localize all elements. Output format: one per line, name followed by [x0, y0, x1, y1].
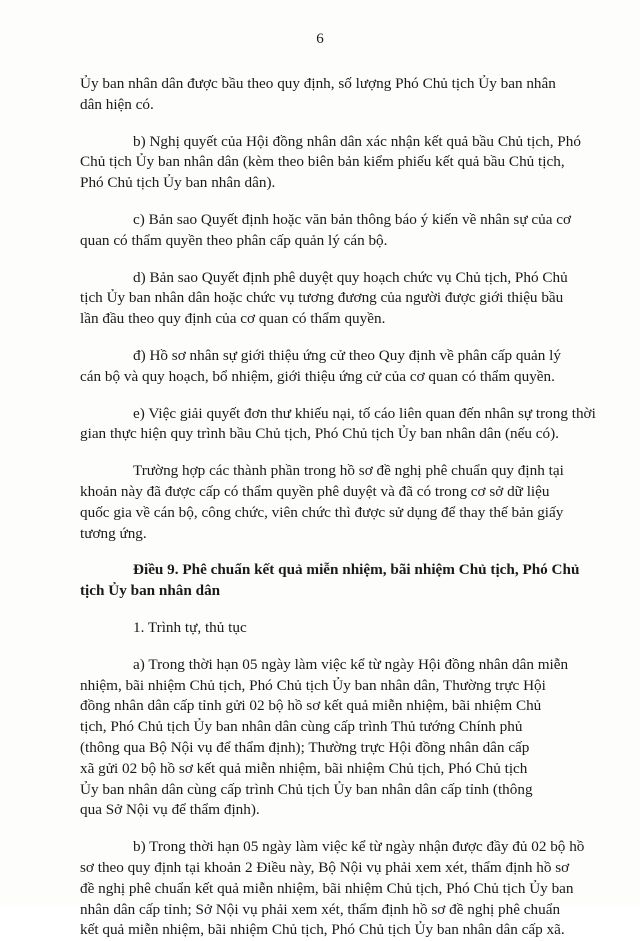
text-line: xã gửi 02 bộ hồ sơ kết quả miễn nhiệm, bãi nhiệm Chủ tịch, Phó Chủ tịch: [80, 759, 528, 777]
text-line: dân hiện có.: [80, 95, 154, 113]
paragraph-item-c: [0, 210, 640, 252]
paragraph-item-b2: [0, 837, 640, 941]
paragraph-item-a: [0, 655, 640, 821]
text-line: b) Trong thời hạn 05 ngày làm việc kể từ ngày nhận được đầy đủ 02 bộ hồ: [133, 838, 585, 856]
text-line: b) Nghị quyết của Hội đồng nhân dân xác nhận kết quả bầu Chủ tịch, Phó: [133, 132, 581, 150]
text-line: lần đầu theo quy định của cơ quan có thẩm quyền.: [80, 310, 386, 328]
text-line: đề nghị phê chuẩn kết quả miễn nhiệm, bãi nhiệm Chủ tịch, Phó Chủ tịch Ủy ban: [80, 879, 574, 897]
paragraph-item-b: [0, 132, 640, 194]
text-line: gian thực hiện quy trình bầu Chủ tịch, Phó Chủ tịch Ủy ban nhân dân (nếu có).: [80, 425, 559, 443]
heading-line: Điều 9. Phê chuẩn kết quả miễn nhiệm, bãi nhiệm Chủ tịch, Phó Chủ: [133, 561, 580, 579]
text-line: đ) Hồ sơ nhân sự giới thiệu ứng cử theo Quy định về phân cấp quản lý: [133, 346, 561, 364]
text-line: nhiệm, bãi nhiệm Chủ tịch, Phó Chủ tịch Ủy ban nhân dân, Thường trực Hội: [80, 676, 546, 694]
text-line: Ủy ban nhân dân cùng cấp trình Chủ tịch Ủy ban nhân dân cấp tỉnh (thông: [80, 780, 533, 798]
text-line: Trường hợp các thành phần trong hồ sơ đề nghị phê chuẩn quy định tại: [133, 462, 564, 480]
text-line: đồng nhân dân cấp tỉnh gửi 02 bộ hồ sơ kết quả miễn nhiệm, bãi nhiệm Chủ: [80, 697, 542, 715]
paragraph-item-e: [0, 404, 640, 446]
text-line: d) Bản sao Quyết định phê duyệt quy hoạch chức vụ Chủ tịch, Phó Chủ: [133, 268, 568, 286]
paragraph-continuation: [0, 74, 640, 116]
text-line: Phó Chủ tịch Ủy ban nhân dân).: [80, 174, 276, 192]
text-line: c) Bản sao Quyết định hoặc văn bản thông báo ý kiến về nhân sự của cơ: [133, 210, 572, 228]
text-line: tương ứng.: [80, 524, 147, 542]
text-line: quan có thẩm quyền theo phân cấp quản lý cán bộ.: [80, 231, 388, 249]
section-1-title: [0, 618, 640, 639]
text-line: kết quả miễn nhiệm, bãi nhiệm Chủ tịch, Phó Chủ tịch Ủy ban nhân dân cấp xã.: [80, 921, 565, 939]
text-line: Ủy ban nhân dân được bầu theo quy định, số lượng Phó Chủ tịch Ủy ban nhân: [80, 75, 556, 92]
text-line: tịch Ủy ban nhân dân hoặc chức vụ tương đương của người được giới thiệu bầu: [80, 289, 564, 307]
text-line: qua Sở Nội vụ để thẩm định).: [80, 801, 260, 819]
text-line: a) Trong thời hạn 05 ngày làm việc kể từ ngày Hội đồng nhân dân miễn: [133, 655, 569, 673]
text-line: sơ theo quy định tại khoản 2 Điều này, Bộ Nội vụ phải xem xét, thẩm định hồ sơ: [80, 858, 570, 876]
page-number: 6: [316, 31, 324, 47]
text-line: cán bộ và quy hoạch, bổ nhiệm, giới thiệu ứng cử của cơ quan có thẩm quyền.: [80, 367, 555, 385]
text-line: tịch, Phó Chủ tịch Ủy ban nhân dân cùng cấp trình Thủ tướng Chính phủ: [80, 718, 523, 736]
document-body: [0, 70, 640, 941]
text-line: 1. Trình tự, thủ tục: [133, 618, 247, 636]
paragraph-replacement-note: [0, 461, 640, 544]
text-line: Chủ tịch Ủy ban nhân dân (kèm theo biên bản kiểm phiếu kết quả bầu Chủ tịch,: [80, 153, 565, 171]
paragraph-item-d: [0, 268, 640, 330]
article-9-heading: [0, 560, 640, 602]
text-line: (thông qua Bộ Nội vụ để thẩm định); Thường trực Hội đồng nhân dân cấp: [80, 738, 530, 756]
text-line: khoản này đã được cấp có thẩm quyền phê duyệt và đã có trong cơ sở dữ liệu: [80, 482, 550, 500]
text-line: nhân dân cấp tỉnh; Sở Nội vụ phải xem xét, thẩm định hồ sơ đề nghị phê chuẩn: [80, 900, 561, 918]
paragraph-item-dd: [0, 346, 640, 388]
text-line: e) Việc giải quyết đơn thư khiếu nại, tố cáo liên quan đến nhân sự trong thời: [133, 404, 596, 422]
heading-line: tịch Ủy ban nhân dân: [80, 582, 221, 600]
text-line: quốc gia về cán bộ, công chức, viên chức thì được sử dụng để thay thế bản giấy: [80, 503, 564, 521]
